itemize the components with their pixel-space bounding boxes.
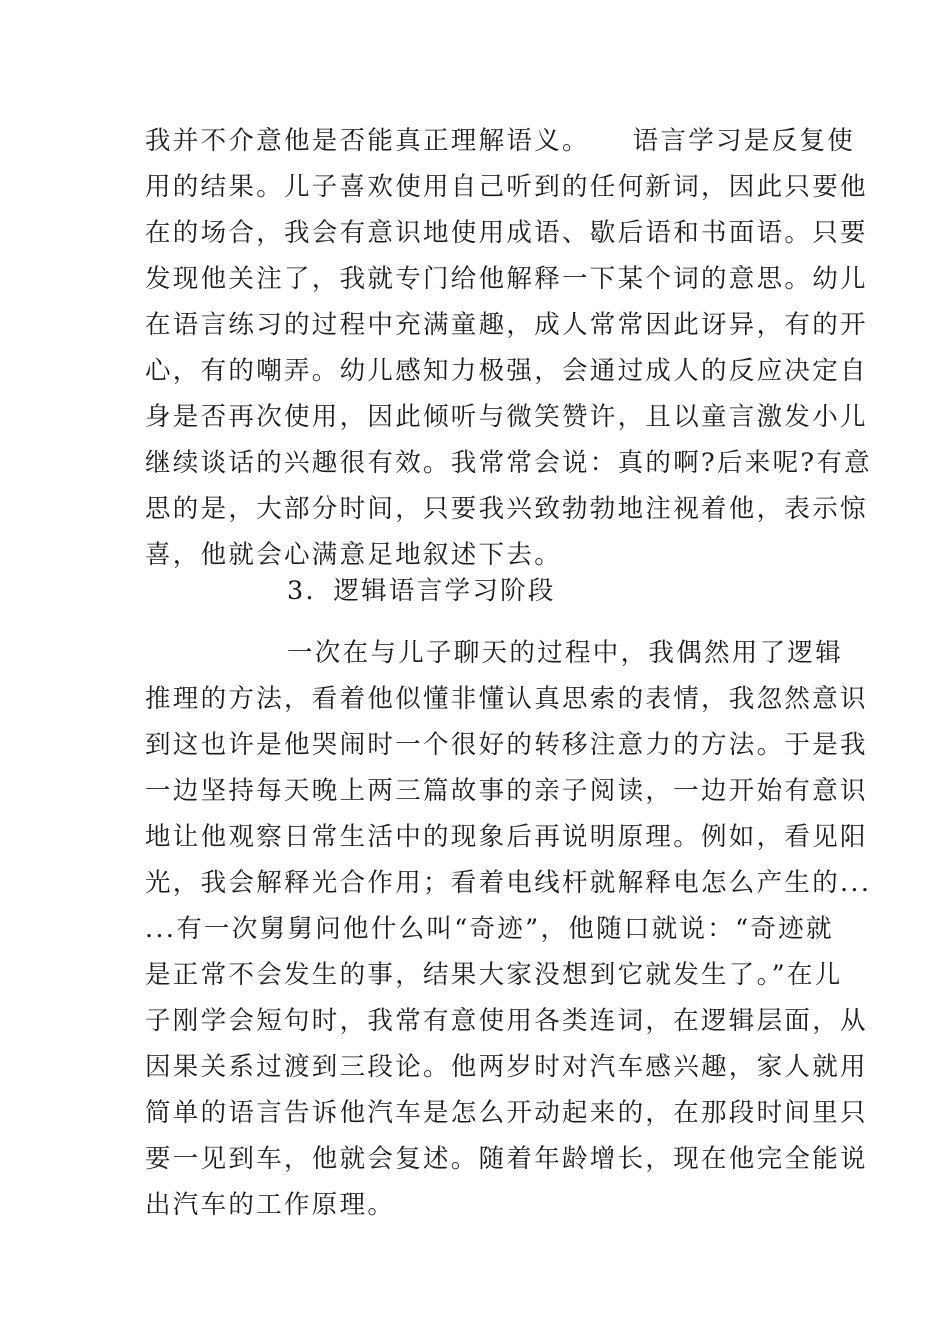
text-line: 在语言练习的过程中充满童趣，成人常常因此讶异，有的开 (145, 310, 868, 340)
text-line: 地让他观察日常生活中的现象后再说明原理。例如，看见阳 (145, 822, 868, 852)
text-line: 是正常不会发生的事，结果大家没想到它就发生了。”在儿 (145, 960, 843, 990)
text-line: 心，有的嘲弄。幼儿感知力极强，会通过成人的反应决定自 (145, 356, 868, 386)
text-line: 因果关系过渡到三段论。他两岁时对汽车感兴趣，家人就用 (145, 1052, 868, 1082)
text-line: 光，我会解释光合作用；看着电线杆就解释电怎么产生的... (145, 868, 872, 898)
text-line: 一边坚持每天晚上两三篇故事的亲子阅读，一边开始有意识 (145, 776, 868, 806)
text-line: 用的结果。儿子喜欢使用自己听到的任何新词，因此只要他 (145, 172, 868, 202)
text-line: 身是否再次使用，因此倾听与微笑赞许，且以童言激发小儿 (145, 402, 868, 432)
text-line: 推理的方法，看着他似懂非懂认真思索的表情，我忽然意识 (145, 684, 868, 714)
text-line: 到这也许是他哭闹时一个很好的转移注意力的方法。于是我 (145, 730, 868, 760)
text-line: 子刚学会短句时，我常有意使用各类连词，在逻辑层面，从 (145, 1006, 868, 1036)
text-line: 简单的语言告诉他汽车是怎么开动起来的，在那段时间里只 (145, 1098, 868, 1128)
text-line: 在的场合，我会有意识地使用成语、歇后语和书面语。只要 (145, 218, 868, 248)
text-line: 思的是，大部分时间，只要我兴致勃勃地注视着他，表示惊 (145, 494, 868, 524)
text-line: 我并不介意他是否能真正理解语义。 语言学习是反复使 (145, 126, 856, 156)
text-line: 发现他关注了，我就专门给他解释一下某个词的意思。幼儿 (145, 264, 868, 294)
section-heading: 3．逻辑语言学习阶段 (287, 576, 556, 606)
text-line: ...有一次舅舅问他什么叫“奇迹”，他随口就说：“奇迹就 (145, 914, 834, 944)
text-line: 要一见到车，他就会复述。随着年龄增长，现在他完全能说 (145, 1144, 868, 1174)
text-line: 喜，他就会心满意足地叙述下去。 (145, 540, 563, 570)
text-line: 一次在与儿子聊天的过程中，我偶然用了逻辑 (287, 638, 844, 668)
text-line: 继续谈话的兴趣很有效。我常常会说：真的啊?后来呢?有意 (145, 448, 872, 478)
text-line: 出汽车的工作原理。 (145, 1190, 396, 1220)
